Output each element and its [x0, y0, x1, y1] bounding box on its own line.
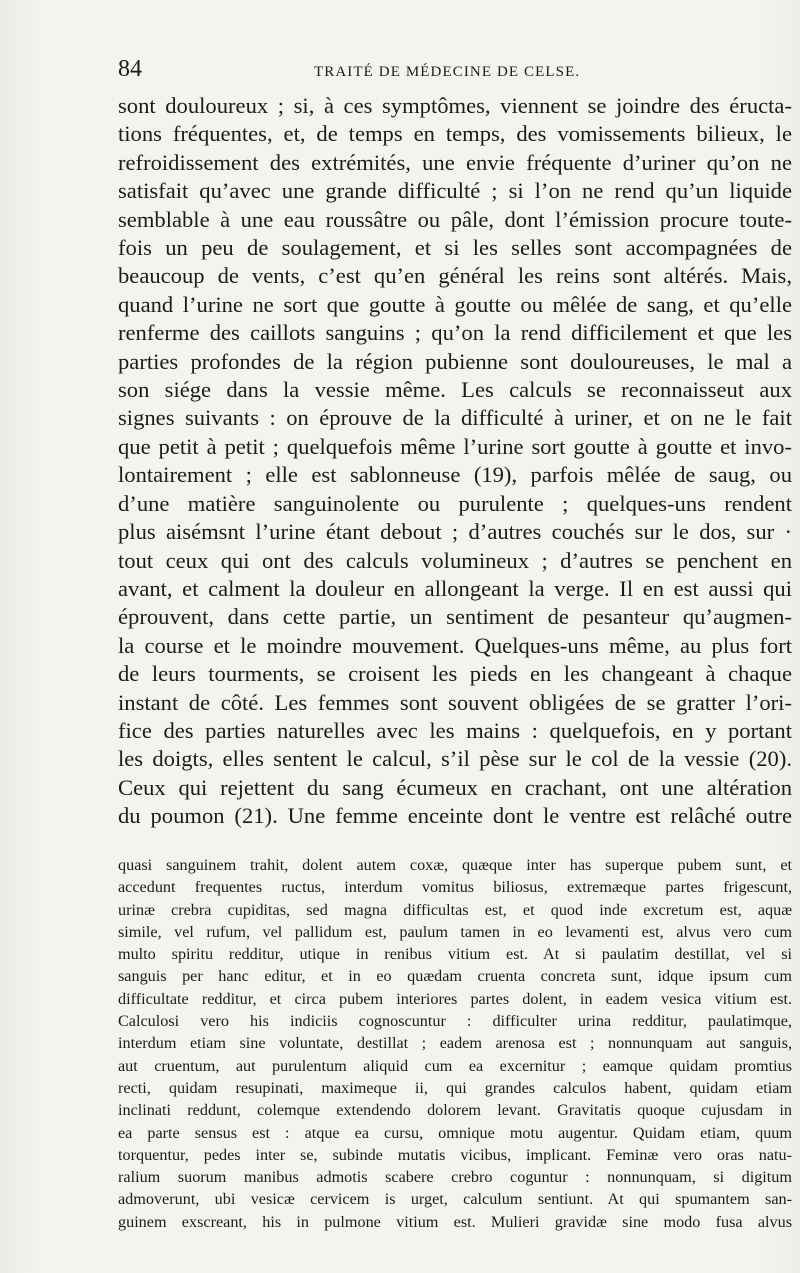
main-text-line: renferme des caillots sanguins ; qu’on la rend difficilement et que les [118, 320, 792, 346]
main-text-line: d’une matière sanguinolente ou purulente ; quelques-uns rendent [118, 490, 792, 516]
footnote-line: admoverunt, ubi vesicæ cervicem is urget, calculum sentiunt. At qui spumantem san- [118, 1190, 792, 1209]
main-text-line: refroidissement des extrémités, une envie fréquente d’uriner qu’on ne [118, 149, 792, 175]
main-text-line: plus aisémsnt l’urine étant debout ; d’autres couchés sur le dos, sur · [118, 519, 792, 545]
footnote-line: quasi sanguinem trahit, dolent autem coxæ, quæque inter has superque pubem sunt, et [118, 856, 792, 874]
footnote-line: multo spiritu redditur, utique in renibus vitium est. At si paulatim destillat, vel si [118, 945, 792, 964]
footnote-line: torquentur, pedes inter se, subinde mutatis vicibus, implicant. Feminæ vero oras natu- [118, 1145, 792, 1164]
footnote-line: inclinati reddunt, colemque extendendo dolorem levant. Gravitatis quoque cujusdam in [118, 1101, 792, 1120]
footnote-line: recti, quidam resupinati, maximeque ii, qui grandes calculos habent, quidam etiam [118, 1078, 792, 1097]
page-number: 84 [118, 56, 142, 82]
footnote-line: accedunt frequentes ructus, interdum vomitus biliosus, extremæque partes frigescunt, [118, 878, 792, 897]
main-text-line: tout ceux qui ont des calculs volumineux ; d’autres se penchent en [118, 547, 792, 573]
main-text-line: avant, et calment la douleur en allongeant la verge. Il en est aussi qui [118, 575, 792, 601]
footnote-line: guinem exscreant, his in pulmone vitium est. Mulieri gravidæ sine modo fusa alvus [118, 1212, 792, 1231]
main-text-line: signes suivants : on éprouve de la difficulté à uriner, et on ne le fait [118, 405, 792, 431]
main-text-line: éprouvent, dans cette partie, un sentiment de pesanteur qu’augmen- [118, 604, 792, 630]
main-text-line: du poumon (21). Une femme enceinte dont le ventre est relâché outre [118, 803, 792, 829]
footnote-line: Calculosi vero his indiciis cognoscuntur : difficulter urina redditur, paulatimque, [118, 1012, 792, 1031]
main-text-line: instant de côté. Les femmes sont souvent obligées de se gratter l’ori- [118, 689, 792, 715]
main-text-line: lontairement ; elle est sablonneuse (19), parfois mêlée de saug, ou [118, 462, 792, 488]
latin-footnote [118, 854, 792, 1233]
main-text-line: quand l’urine ne sort que goutte à goutte ou mêlée de sang, et qu’elle [118, 291, 792, 317]
page-header [118, 56, 782, 86]
main-text-line: de leurs tourments, se croisent les pieds en les changeant à chaque [118, 661, 792, 687]
footnote-line: sanguis per hanc editur, et in eo quædam cruenta concreta sunt, idque ipsum cum [118, 967, 792, 986]
main-text [118, 92, 792, 831]
main-text-line: son siége dans la vessie même. Les calculs se reconnaisseut aux [118, 377, 792, 403]
main-text-line: que petit à petit ; quelquefois même l’urine sort goutte à goutte et invo- [118, 433, 792, 459]
footnote-line: ea parte sensus est : atque ea cursu, omnique motu augentur. Quidam etiam, quum [118, 1123, 792, 1142]
footnote-line: ralium suorum manibus admotis scabere crebro coguntur : nonnunquam, si digitum [118, 1168, 792, 1187]
running-title: TRAITÉ DE MÉDECINE DE CELSE. [314, 64, 581, 80]
footnote-line: aut cruentum, aut purulentum aliquid cum ea excernitur ; eamque quidam promtius [118, 1056, 792, 1075]
main-text-line: fice des parties naturelles avec les mains : quelquefois, en y portant [118, 717, 792, 743]
main-text-line: beaucoup de vents, c’est qu’en général les reins sont altérés. Mais, [118, 263, 792, 289]
main-text-line: les doigts, elles sentent le calcul, s’il pèse sur le col de la vessie (20). [118, 746, 792, 772]
main-text-line: sont douloureux ; si, à ces symptômes, viennent se joindre des éructa- [118, 93, 792, 118]
main-text-line: semblable à une eau roussâtre ou pâle, dont l’émission procure toute- [118, 206, 792, 232]
main-text-line: la course et le moindre mouvement. Quelques-uns même, au plus fort [118, 632, 792, 658]
footnote-line: interdum etiam sine voluntate, destillat ; eadem arenosa est ; nonnunquam aut sanguis, [118, 1034, 792, 1053]
footnote-line: simile, vel rufum, vel pallidum est, paulum tamen in eo levamenti est, alvus vero cum [118, 922, 792, 941]
footnote-line: difficultate redditur, et circa pubem interiores partes dolent, in eadem vesica vitium est. [118, 989, 792, 1008]
main-text-line: satisfait qu’avec une grande difficulté ; si l’on ne rend qu’un liquide [118, 178, 792, 204]
main-text-line: Ceux qui rejettent du sang écumeux en crachant, ont une altération [118, 774, 792, 800]
footnote-line: urinæ crebra cupiditas, sed magna difficultas est, et quod inde excretum est, aquæ [118, 900, 792, 919]
main-text-line: parties profondes de la région pubienne sont douloureuses, le mal a [118, 348, 792, 374]
main-text-line: fois un peu de soulagement, et si les selles sont accompagnées de [118, 235, 792, 261]
main-text-line: tions fréquentes, et, de temps en temps, des vomissements bilieux, le [118, 121, 792, 147]
